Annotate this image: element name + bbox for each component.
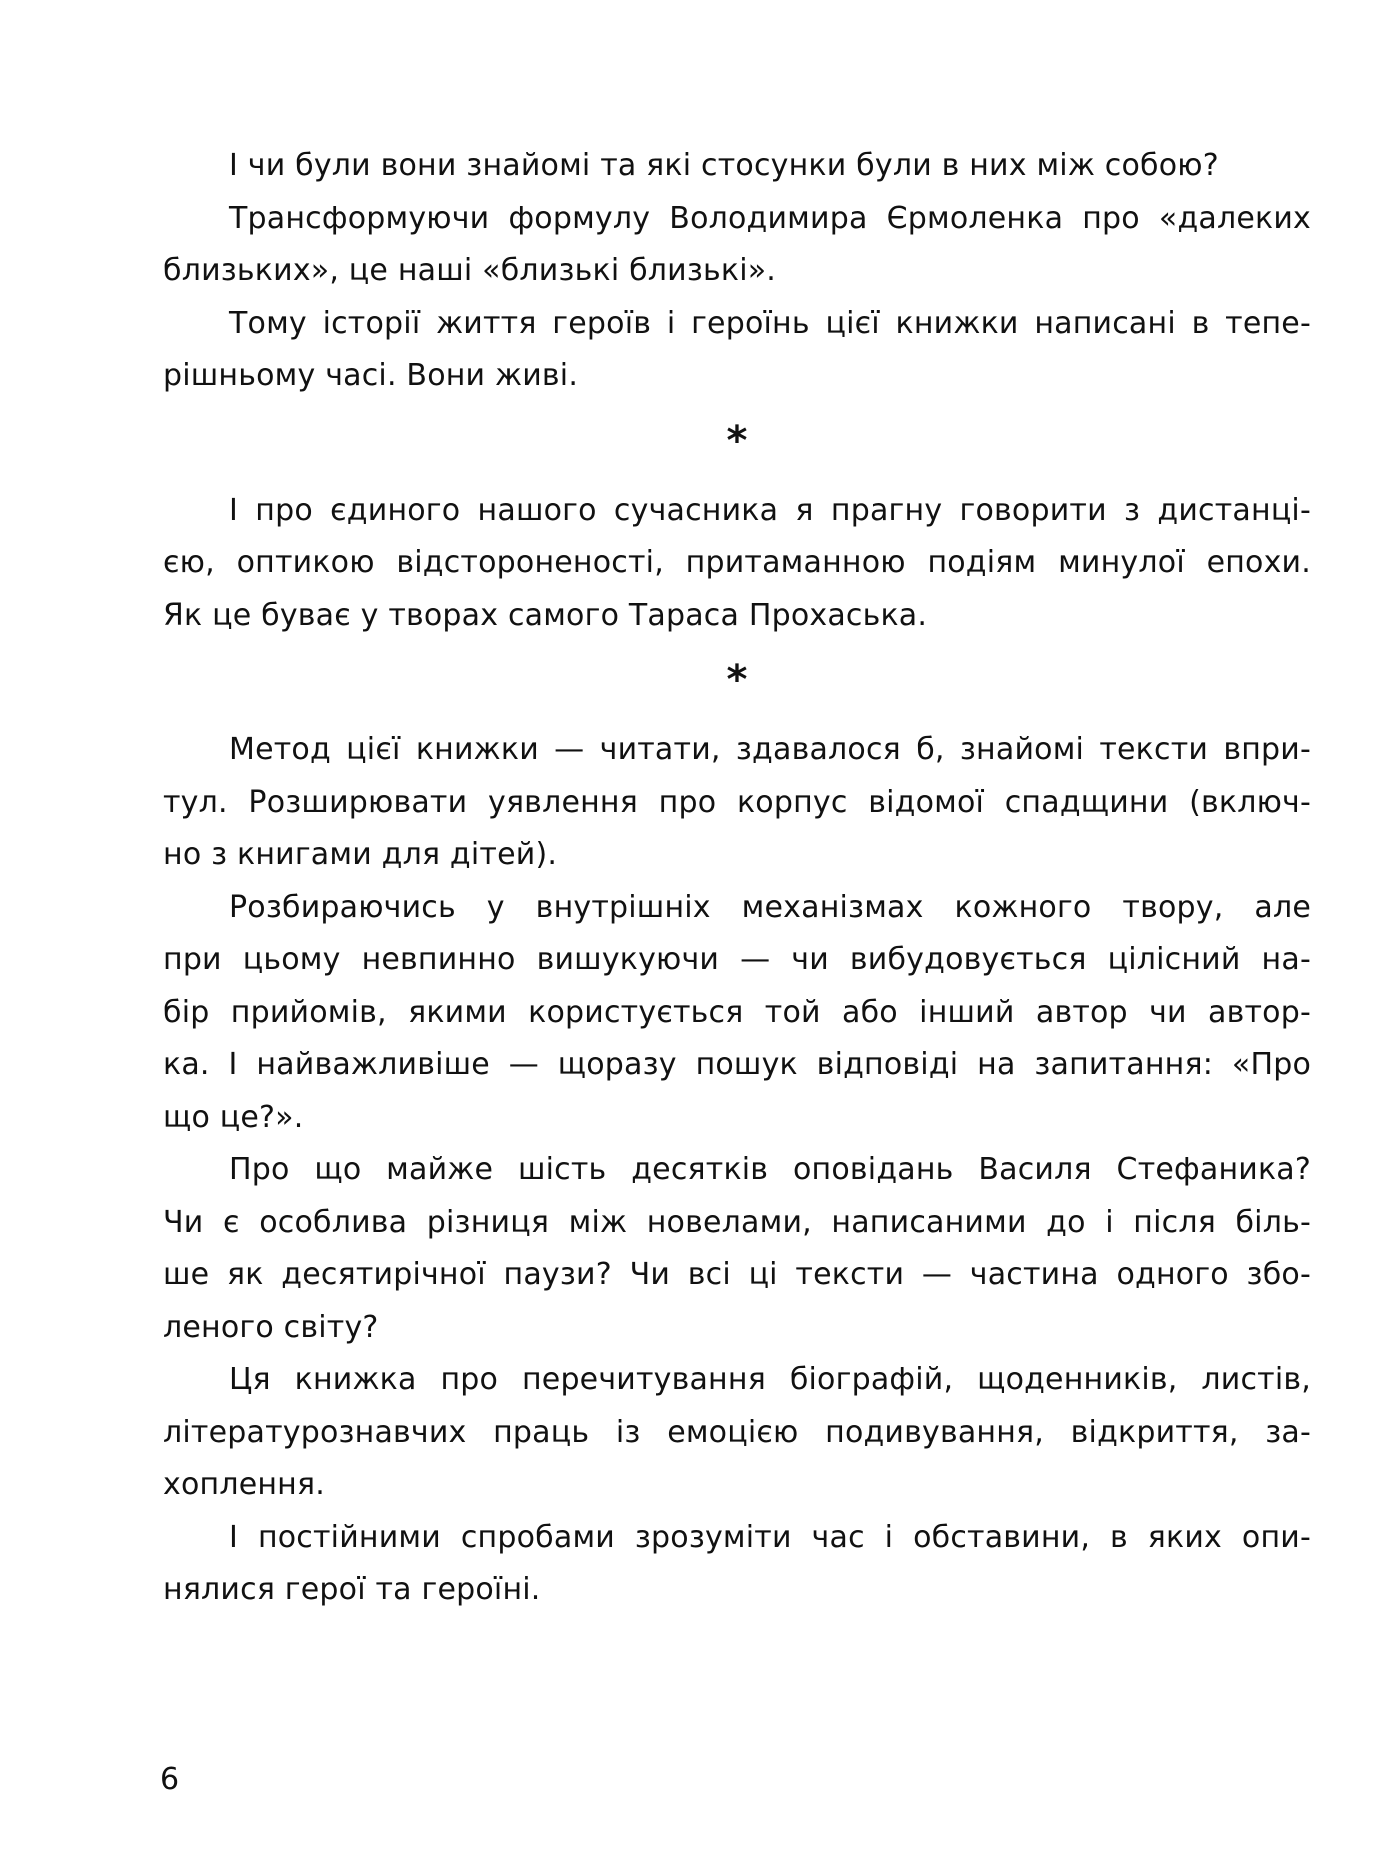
section-separator: *	[726, 417, 748, 464]
text-line: Ця книжка про перечитування біографій, щоденників, листів,	[229, 1362, 1311, 1397]
page-number: 6	[160, 1762, 180, 1797]
text-line: Тому історії життя героїв і героїнь цієї книжки написані в тепе-	[229, 305, 1311, 341]
paragraph	[163, 485, 1311, 643]
text-line: при цьому невпинно вишукуючи — чи вибудовується цілісний на-	[163, 942, 1311, 977]
text-line: Про що майже шість десятків оповідань Василя Стефаника?	[229, 1152, 1311, 1187]
text-line: бір прийомів, якими користується той або інший автор чи автор-	[163, 994, 1311, 1030]
text-line: но з книгами для дітей).	[163, 837, 558, 872]
text-line: що це?».	[163, 1099, 304, 1135]
paragraph	[163, 1512, 1311, 1617]
paragraph	[163, 298, 1311, 403]
paragraph	[163, 140, 1311, 193]
text-line: Трансформуючи формулу Володимира Єрмоленка про «далеких	[229, 200, 1311, 236]
text-line: ка. І найважливіше — щоразу пошук відповіді на запитання: «Про	[163, 1047, 1311, 1082]
text-line: Як це буває у творах самого Тараса Прохаська.	[163, 597, 928, 633]
text-line: І постійними спробами зрозуміти час і обставини, в яких опи-	[229, 1519, 1311, 1555]
text-line: леного світу?	[163, 1309, 379, 1345]
text-line: рішньому часі. Вони живі.	[163, 358, 579, 393]
text-line: нялися герої та героїні.	[163, 1572, 541, 1607]
section-separator: *	[726, 657, 748, 703]
text-line: І чи були вони знайомі та які стосунки були в них між собою?	[229, 148, 1219, 183]
paragraph	[163, 724, 1311, 882]
text-line: Чи є особлива різниця між новелами, написаними до і після біль-	[163, 1204, 1311, 1240]
text-line: єю, оптикою відстороненості, притаманною подіям минулої епохи.	[163, 545, 1311, 580]
text-line: тул. Розширювати уявлення про корпус відомої спадщини (включ-	[163, 784, 1311, 820]
text-line: ше як десятирічної паузи? Чи всі ці тексти — частина одного збо-	[163, 1257, 1311, 1292]
text-line: близьких», це наші «близькі близькі».	[163, 253, 777, 288]
text-line: Розбираючись у внутрішніх механізмах кожного твору, але	[229, 889, 1311, 925]
text-line: літературознавчих праць із емоцією подивування, відкриття, за-	[163, 1414, 1311, 1450]
text-line: Метод цієї книжки — читати, здавалося б, знайомі тексти впри-	[229, 732, 1311, 767]
text-line: хоплення.	[163, 1467, 325, 1502]
paragraph	[163, 1354, 1311, 1512]
paragraph	[163, 193, 1311, 298]
text-line: І про єдиного нашого сучасника я прагну говорити з дистанці-	[229, 492, 1311, 528]
paragraph	[163, 882, 1311, 1145]
paragraph	[163, 1144, 1311, 1354]
body-text	[163, 140, 1311, 1617]
